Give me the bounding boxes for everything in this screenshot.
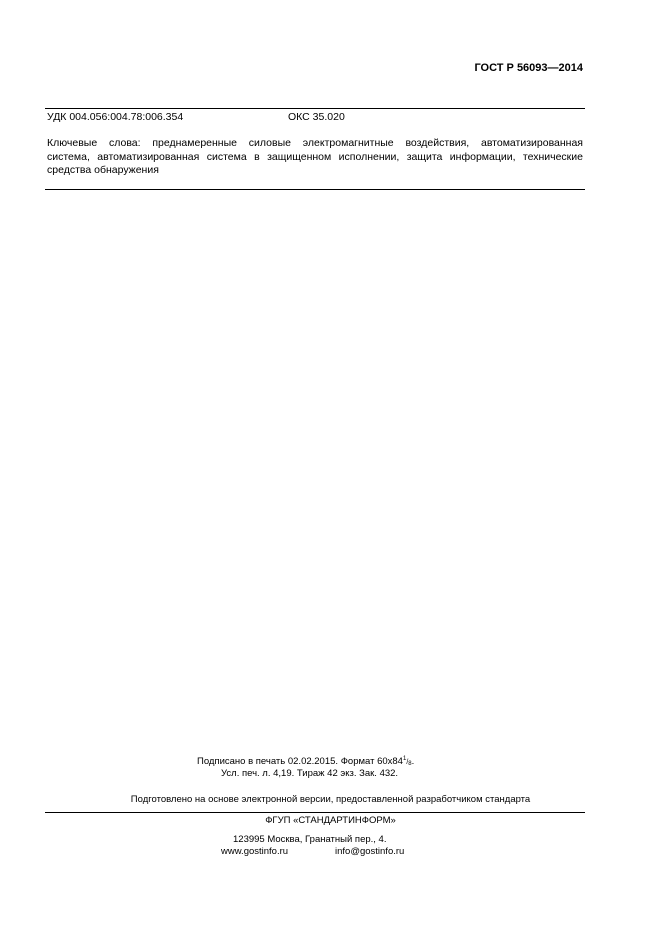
print-details: Усл. печ. л. 4,19. Тираж 42 экз. Зак. 432.: [221, 768, 399, 779]
prepared-note: Подготовлено на основе электронной версии, предоставленной разработчиком стандарта: [130, 794, 531, 805]
format-denominator: 8: [408, 761, 412, 767]
signed-text: Подписано в печать 02.02.2015. Формат 60х84: [197, 756, 403, 767]
publisher-website[interactable]: www.gostinfo.ru: [221, 846, 289, 857]
standard-code: ГОСТ Р 56093—2014: [474, 62, 583, 74]
keywords-line: система, автоматизированная система в защищенном исполнении, защита информации, технические: [47, 150, 583, 163]
keywords-block: [47, 137, 583, 178]
publisher-divider: [45, 812, 585, 813]
format-numerator: 1: [402, 756, 407, 762]
signed-to-print: [197, 756, 414, 767]
publisher-address: 123995 Москва, Гранатный пер., 4.: [233, 834, 387, 845]
format-slash: /: [406, 759, 409, 766]
format-suffix: .: [411, 756, 415, 767]
keywords-line: Ключевые слова: преднамеренные силовые электромагнитные воздействия, автоматизированная: [47, 137, 583, 149]
udk-code: УДК 004.056:004.78:006.354: [47, 111, 184, 123]
publisher-email[interactable]: info@gostinfo.ru: [335, 846, 405, 857]
top-divider: [45, 108, 585, 109]
keywords-divider: [45, 189, 585, 190]
oks-code: ОКС 35.020: [288, 111, 345, 123]
keywords-line: средства обнаружения: [47, 164, 159, 176]
publisher-name: ФГУП «СТАНДАРТИНФОРМ»: [265, 815, 396, 826]
